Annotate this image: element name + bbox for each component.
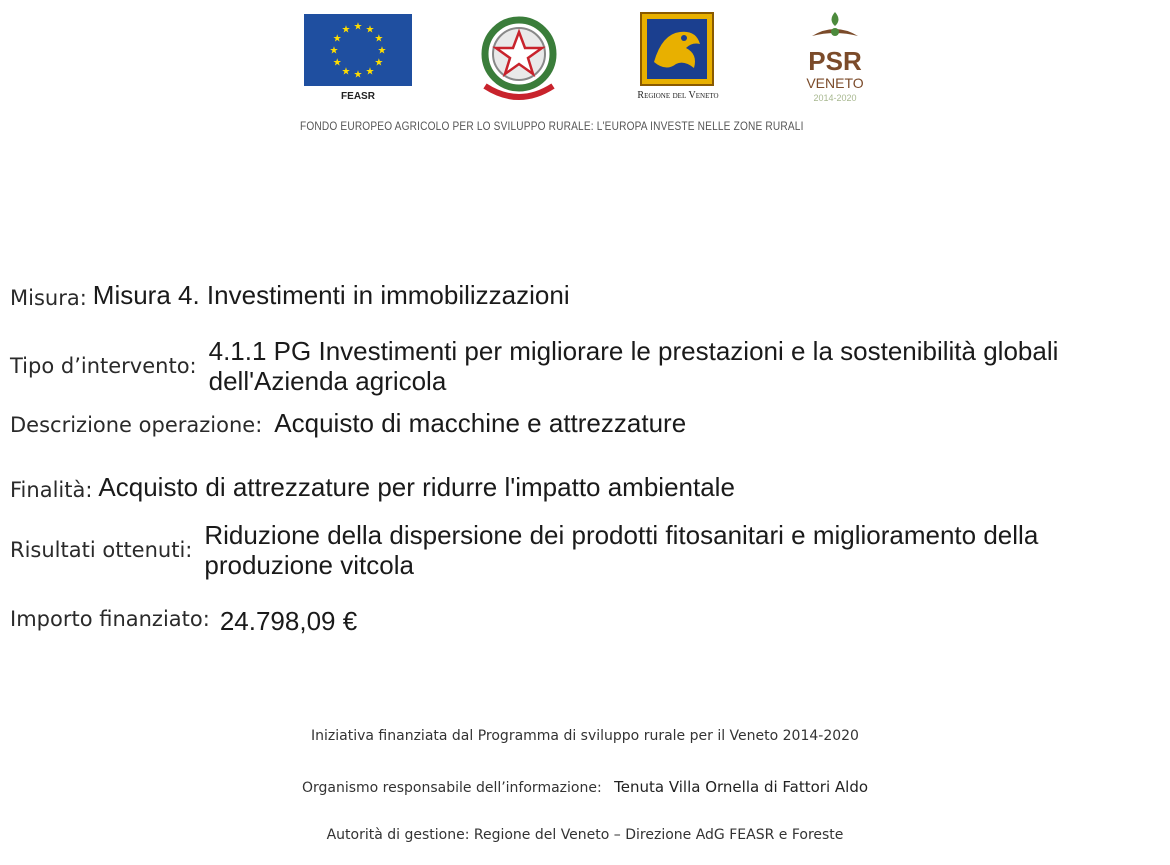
eu-star-icon: ★ bbox=[329, 45, 339, 57]
field-finalita bbox=[10, 472, 735, 502]
field-descrizione bbox=[10, 408, 686, 438]
eu-star-icon: ★ bbox=[365, 66, 375, 78]
eu-star-icon: ★ bbox=[332, 57, 342, 69]
psr-years: 2014-2020 bbox=[813, 93, 857, 103]
footer-program-line: Iniziativa finanziata dal Programma di sviluppo rurale per il Veneto 2014-2020 bbox=[311, 728, 859, 744]
italian-emblem-icon bbox=[475, 12, 563, 104]
psr-title: PSR bbox=[808, 46, 862, 76]
eu-flag-icon bbox=[304, 14, 412, 86]
descrizione-label: Descrizione operazione: bbox=[10, 413, 263, 437]
tagline: FONDO EUROPEO AGRICOLO PER LO SVILUPPO RURALE: L'EUROPA INVESTE NELLE ZONE RURALI bbox=[300, 121, 804, 133]
eu-star-icon: ★ bbox=[365, 24, 375, 36]
field-misura bbox=[10, 280, 570, 310]
feasr-label: FEASR bbox=[341, 91, 375, 102]
risultati-value: Riduzione della dispersione dei prodotti fitosanitari e miglioramento della produzione vitcola bbox=[204, 520, 1039, 580]
logo-bar bbox=[300, 8, 870, 108]
descrizione-value: Acquisto di macchine e attrezzature bbox=[274, 408, 687, 438]
psr-veneto-icon bbox=[800, 8, 870, 108]
eu-star-icon: ★ bbox=[332, 33, 342, 45]
eu-star-icon: ★ bbox=[374, 33, 384, 45]
importo-label: Importo finanziato: bbox=[10, 607, 210, 631]
finalita-value: Acquisto di attrezzature per ridurre l'impatto ambientale bbox=[98, 472, 735, 502]
risultati-label: Risultati ottenuti: bbox=[10, 538, 193, 562]
eu-star-icon: ★ bbox=[374, 57, 384, 69]
eu-star-icon: ★ bbox=[341, 66, 351, 78]
importo-value: 24.798,09 € bbox=[219, 606, 358, 636]
misura-value: Misura 4. Investimenti in immobilizzazioni bbox=[92, 280, 570, 310]
footer-authority-line: Autorità di gestione: Regione del Veneto – Direzione AdG FEASR e Foreste bbox=[326, 827, 844, 843]
tipo-label: Tipo d’intervento: bbox=[10, 354, 197, 378]
veneto-lion-icon bbox=[640, 12, 714, 86]
field-tipo-intervento bbox=[10, 336, 1129, 396]
tipo-value: 4.1.1 PG Investimenti per migliorare le prestazioni e la sostenibilità globali dell'Azienda agricola bbox=[208, 336, 1059, 396]
field-risultati bbox=[10, 520, 1114, 580]
footer-responsible-line bbox=[0, 778, 1170, 796]
veneto-label: Regione del Veneto bbox=[637, 90, 719, 101]
eu-star-icon: ★ bbox=[353, 69, 363, 81]
eu-star-icon: ★ bbox=[353, 21, 363, 33]
misura-label: Misura: bbox=[10, 286, 87, 310]
finalita-label: Finalità: bbox=[10, 478, 93, 502]
psr-subtitle: VENETO bbox=[806, 75, 864, 91]
eu-star-icon: ★ bbox=[341, 24, 351, 36]
field-importo bbox=[10, 602, 357, 636]
eu-star-icon: ★ bbox=[377, 45, 387, 57]
responsible-org: Tenuta Villa Ornella di Fattori Aldo bbox=[614, 778, 869, 796]
responsible-label: Organismo responsabile dell’informazione: bbox=[301, 780, 602, 796]
